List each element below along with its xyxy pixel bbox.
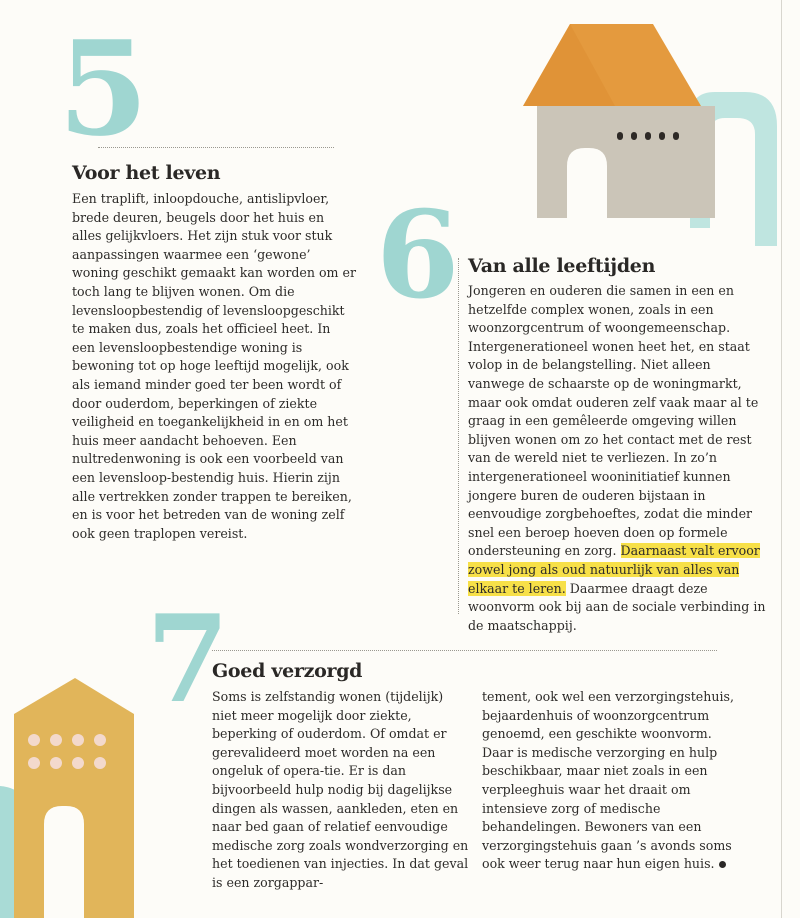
section6-highlight: Daarnaast valt ervoor zowel jong als oud natuurlijk van alles van elkaar te leren. (468, 543, 760, 596)
section7-column-1 (212, 688, 470, 893)
section6-divider (458, 258, 459, 614)
building-illustration (0, 676, 140, 918)
house-illustration (515, 18, 785, 248)
section6-title: Van alle leeftijden (468, 255, 656, 277)
building-door (44, 806, 84, 918)
house-body (537, 106, 715, 218)
section7-paragraph-2 (482, 688, 738, 874)
section6-text-after: Daarmee draagt deze woonvorm ook bij aan de sociale verbinding in de maatschappij. (468, 580, 766, 633)
section7-title: Goed verzorgd (212, 660, 363, 682)
section5-divider (98, 147, 334, 148)
section7-text-2: tement, ook wel een verzorgingstehuis, bejaardenhuis of woonzorgcentrum genoemd, een geschikte woonvorm. Daar is medische verzorging en hulp beschikbaar, maar niet zoals in een verpleeghuis waar het draait om intensieve zorg of medische behandelingen. Bewoners van een verzorgingstehuis gaan ’s avonds soms ook weer terug naar hun eigen huis. (482, 689, 734, 872)
section5-body (72, 190, 356, 543)
section5-title: Voor het leven (72, 162, 221, 184)
section-number-6: 6 (376, 185, 456, 326)
section-number-7: 7 (146, 589, 226, 730)
section6-text-before: Jongeren en ouderen die samen in een en hetzelfde complex wonen, zoals in een woonzorgcentrum of woongemeenschap. Intergenerationeel wonen heet het, en staat volop in de belangstelling. Niet alleen vanwege de schaarste op de woningmarkt, maar ook omdat ouderen zelf vaak maar al te graag in een gemêleerde omgeving willen blijven wonen om zo het contact met de rest van de wereld niet te verliezen. In zo’n intergenerationeel wooninitiatief kunnen jongere buren de ouderen bijstaan in eenvoudige zorgbehoeftes, zodat die minder snel een beroep hoeven doen op formele ondersteuning en zorg. (468, 283, 759, 559)
section6-paragraph (468, 282, 768, 635)
end-mark-icon (719, 861, 726, 868)
section7-column-2 (482, 688, 738, 874)
house-door (567, 148, 607, 218)
section-number-5: 5 (58, 12, 145, 165)
section7-paragraph-1: Soms is zelfstandig wonen (tijdelijk) niet meer mogelijk door ziekte, beperking of ouderdom. Of omdat er gerevalideerd moet worden na een ongeluk of opera-tie. Er is dan bijvoorbeeld hulp nodig bij dagelijkse dingen als wassen, aankleden, eten en naar bed gaan of relatief eenvoudige medische zorg zoals wondverzorging en het toedienen van injecties. In dat geval is een zorgappar- (212, 689, 469, 890)
section5-paragraph: Een traplift, inloopdouche, antislipvloer, brede deuren, beugels door het huis en alles gelijkvloers. Het zijn stuk voor stuk aanpassingen waarmee een ‘gewone’ woning geschikt gemaakt kan worden om er toch lang te blijven wonen. Om die levensloopbestendig of levensloopgeschikt te maken dus, zoals het officieel heet. In een levensloopbestendige woning is bewoning tot op hoge leeftijd mogelijk, ook als iemand minder goed ter been wordt of door ouderdom, beperkingen of ziekte veiligheid en toegankelijkheid in en om het huis meer aandacht behoeven. Een nultredenwoning is ook een voorbeeld van een levensloop-bestendig huis. Hierin zijn alle vertrekken zonder trappen te bereiken, en is voor het betreden van de woning zelf ook geen traplopen vereist. (72, 191, 356, 541)
section7-divider (212, 650, 717, 651)
section6-body (468, 282, 768, 635)
